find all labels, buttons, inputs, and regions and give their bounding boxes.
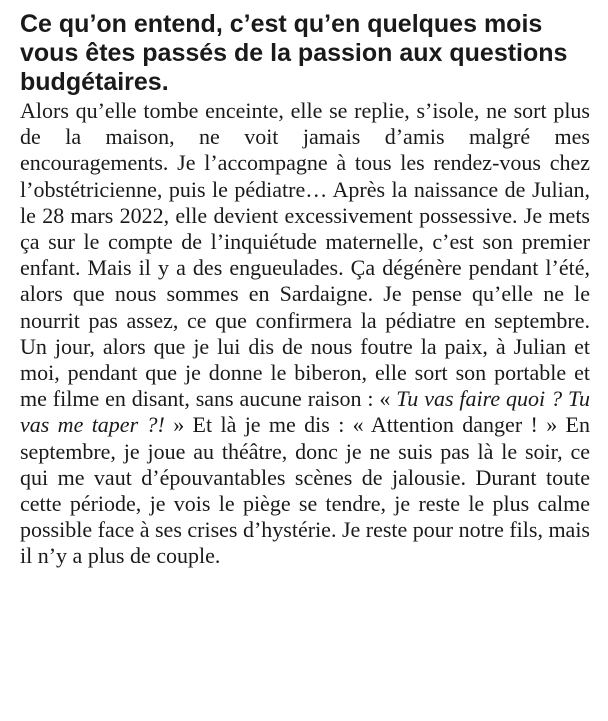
interview-question: Ce qu’on entend, c’est qu’en quelques mois vous êtes passés de la passion aux questions budgétaires.	[20, 10, 568, 96]
answer-text-part1: Alors qu’elle tombe enceinte, elle se replie, s’isole, ne sort plus de la maison, ne voit jamais d’amis malgré mes encouragements. Je l’accompagne à tous les rendez-vous chez l’obstétricienne, puis le pédiatre… Après la naissance de Julian, le 28 mars 2022, elle devient excessivement possessive. Je mets ça sur le compte de l’inquiétude maternelle, c’est son premier enfant. Mais il y a des engueulades. Ça dégénère pendant l’été, alors que nous sommes en Sardaigne. Je pense qu’elle ne le nourrit pas assez, ce que confirmera la pédiatre en septembre. Un jour, alors que je lui dis de nous foutre la paix, à Julian et moi, pendant que je donne le biberon, elle sort son portable et me filme en disant, sans aucune raison : «	[20, 98, 590, 412]
interview-article	[20, 10, 590, 570]
answer-text-part2: » Et là je me dis : « Attention danger ! » En septembre, je joue au théâtre, donc je ne suis pas là le soir, ce qui me vaut d’épouvantables scènes de jalousie. Durant toute cette période, je vois le piège se tendre, je reste le plus calme possible face à ses crises d’hystérie. Je reste pour notre fils, mais il n’y a plus de couple.	[20, 412, 590, 569]
answer-quote: Tu vas faire quoi ? Tu vas me taper ?!	[20, 386, 590, 438]
interview-answer	[20, 98, 590, 570]
